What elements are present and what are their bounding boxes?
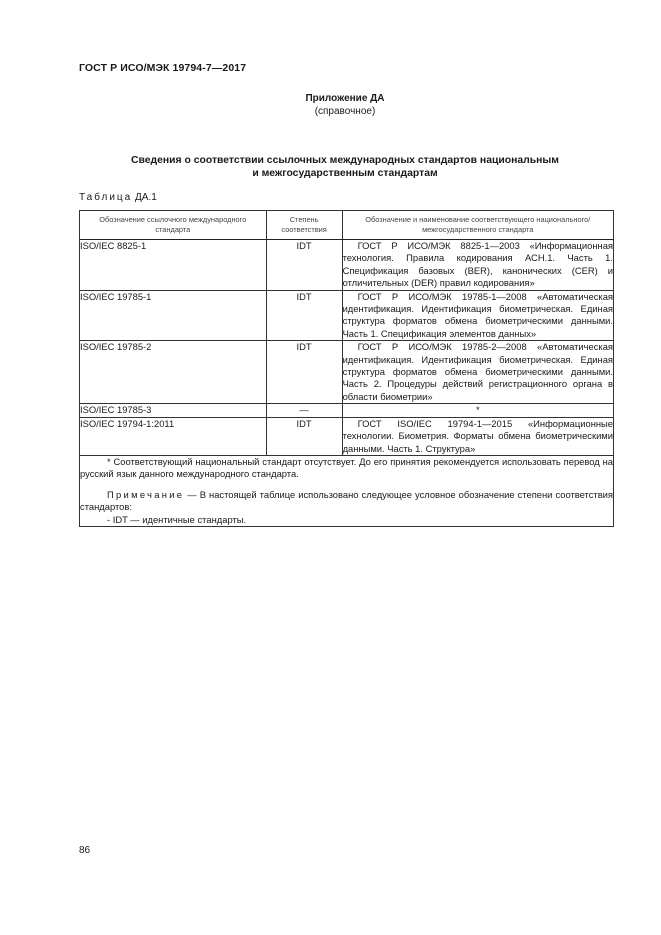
cell-reference: ISO/IEC 19794-1:2011 — [80, 417, 267, 455]
section-title-line1: Сведения о соответствии ссылочных международных стандартов национальным — [130, 155, 559, 166]
note-item: - IDT — идентичные стандарты. — [107, 513, 247, 525]
cell-national: ГОСТ Р ИСО/МЭК 8825-1—2003 «Информационная технология. Правила кодирования АСН.1. Часть 1. Спецификация базовых (BER), канонических (CER) и отличительных (DER) правил кодирования» — [342, 240, 613, 289]
cell-reference: ISO/IEC 19785-1 — [80, 290, 267, 341]
cell-national: ГОСТ Р ИСО/МЭК 19785-1—2008 «Автоматическая идентификация. Идентификация биометрическая. Единая структура форматов обмена биометрическими данными. Часть 1. Спецификация элементов данных» — [342, 290, 613, 339]
annex-title: Приложение ДА — [305, 93, 385, 104]
table-label-id: ДА.1 — [135, 192, 157, 203]
table-notes — [80, 455, 614, 526]
cell-degree: IDT — [266, 341, 342, 404]
annex-heading — [0, 92, 661, 118]
table-header-row — [80, 211, 614, 240]
annex-subtitle: (справочное) — [314, 106, 376, 117]
footnote: * Соответствующий национальный стандарт отсутствует. До его принятия рекомендуется использовать перевод на русский язык данного международного стандарта. — [80, 455, 613, 480]
cell-national: * — [342, 404, 613, 417]
section-title — [0, 154, 661, 180]
note — [80, 489, 613, 514]
document-header: ГОСТ Р ИСО/МЭК 19794-7—2017 — [79, 62, 247, 74]
table-row — [80, 417, 614, 455]
table-row — [80, 290, 614, 341]
cell-reference: ISO/IEC 19785-3 — [80, 404, 267, 417]
cell-national: ГОСТ Р ИСО/МЭК 19785-2—2008 «Автоматическая идентификация. Идентификация биометрическая. Единая структура форматов обмена биометрическими данными. Часть 2. Процедуры действий регистрационного органа в области биометрии» — [342, 341, 613, 402]
header-national-standard: Обозначение и наименование соответствующего национального/межгосударственного стандарта — [342, 211, 613, 240]
table-row — [80, 404, 614, 417]
cell-reference: ISO/IEC 8825-1 — [80, 240, 267, 291]
table-label — [79, 192, 157, 203]
table-label-prefix: Таблица — [79, 192, 133, 203]
section-title-line2: и межгосударственным стандартам — [252, 168, 438, 179]
cell-degree: IDT — [266, 417, 342, 455]
table-notes-row — [80, 455, 614, 526]
note-text: — В настоящей таблице использовано следующее условное обозначение степени соответствия стандартов: — [80, 488, 613, 513]
table-row — [80, 341, 614, 404]
header-reference-standard: Обозначение ссылочного международного стандарта — [80, 211, 267, 240]
correspondence-table — [79, 210, 614, 527]
cell-degree: IDT — [266, 240, 342, 291]
cell-degree: — — [266, 404, 342, 417]
table-row — [80, 240, 614, 291]
cell-national: ГОСТ ISO/IEC 19794-1—2015 «Информационные технологии. Биометрия. Форматы обмена биометрическими данными. Часть 1. Структура» — [342, 417, 613, 454]
header-degree: Степень соответствия — [266, 211, 342, 240]
page-number: 86 — [79, 845, 91, 856]
cell-degree: IDT — [266, 290, 342, 341]
note-label: Примечание — [107, 488, 185, 500]
cell-reference: ISO/IEC 19785-2 — [80, 341, 267, 404]
